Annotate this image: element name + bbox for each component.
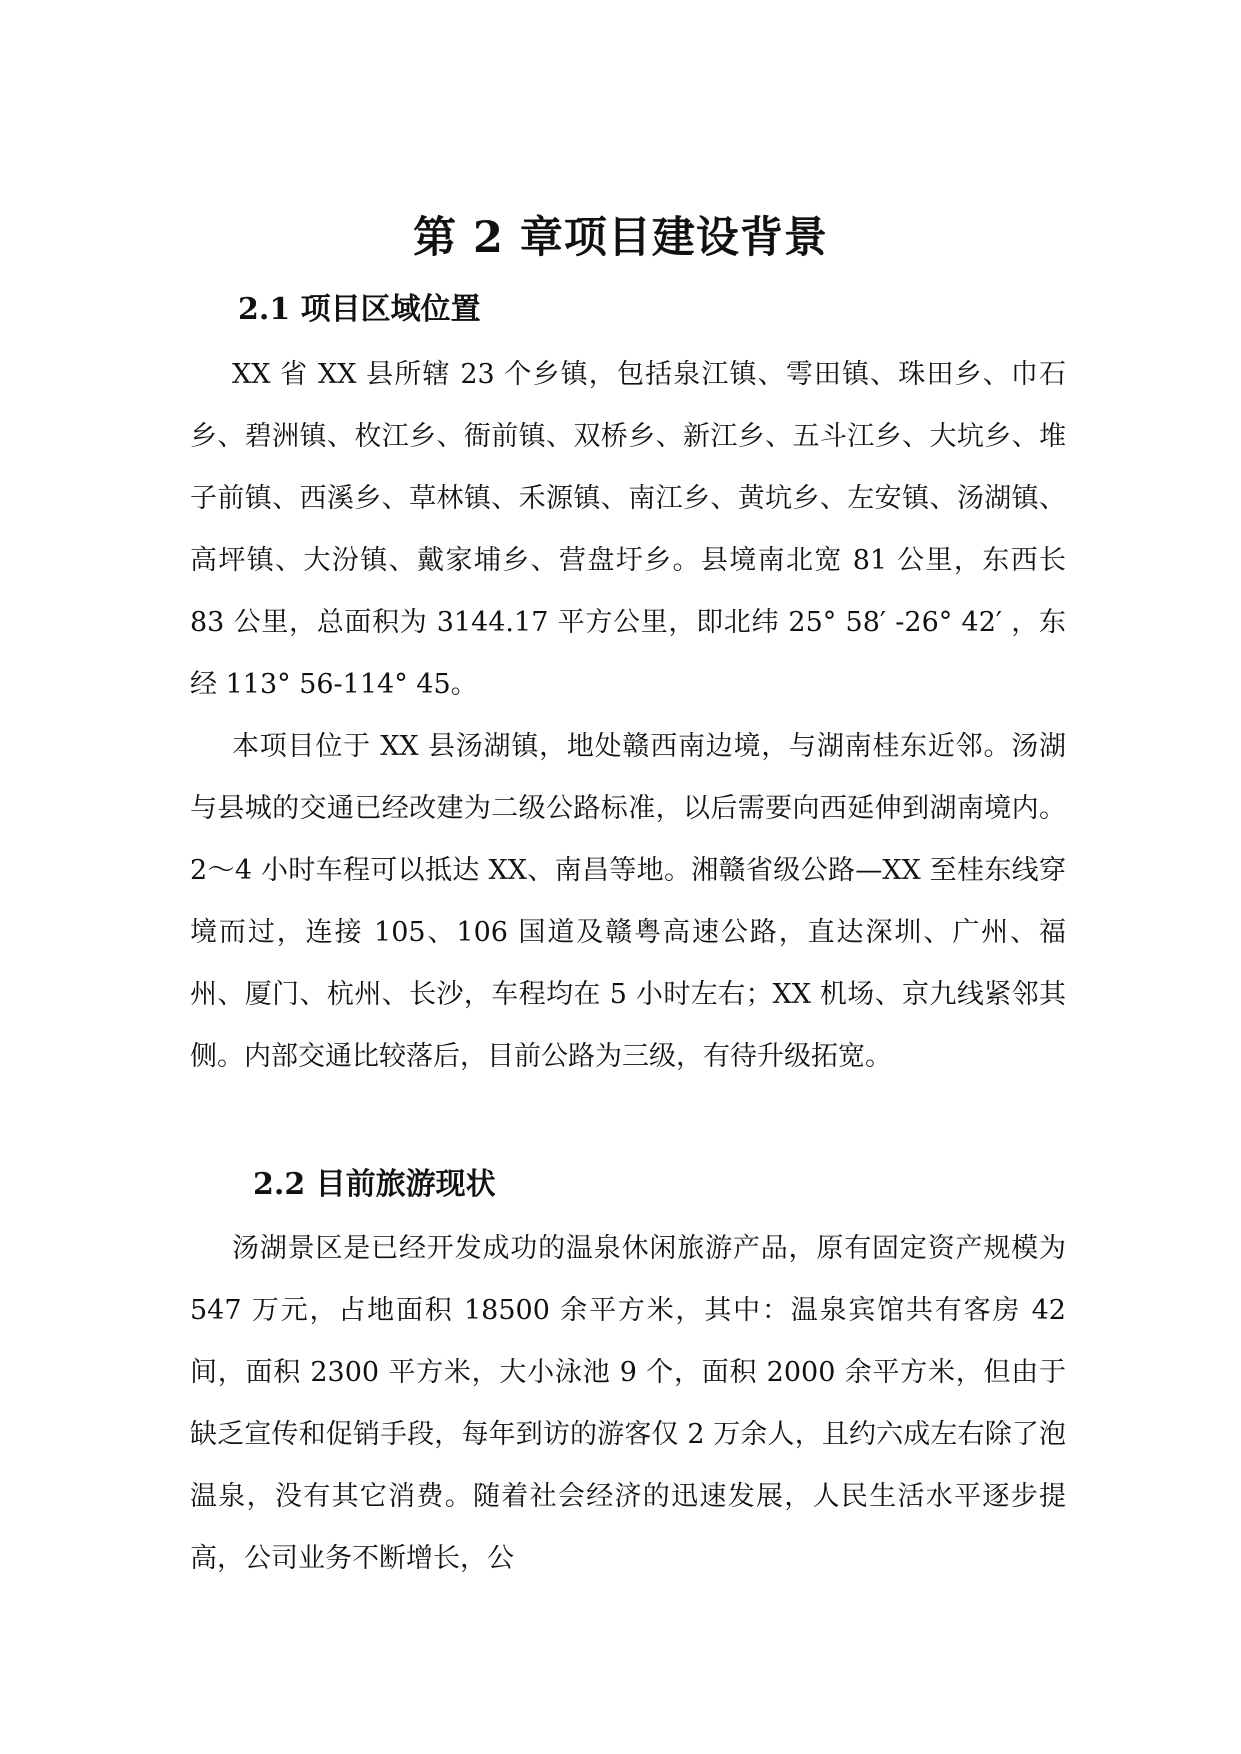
paragraph-tourism-status: 汤湖景区是已经开发成功的温泉休闲旅游产品，原有固定资产规模为 547 万元，占地面积 18500 余平方米，其中：温泉宾馆共有客房 42 间，面积 2300 平方米，大小泳池 9 个，面积 2000 余平方米，但由于缺乏宣传和促销手段，每年到访的游客仅 2 万余人，且约六成左右除了泡温泉，没有其它消费。随着社会经济的迅速发展，人民生活水平逐步提高，公司业务不断增长，公 <box>190 1233 1066 1574</box>
section-heading-2-2: 2.2 目前旅游现状 <box>253 1167 496 1202</box>
paragraph-project-transport: 本项目位于 XX 县汤湖镇，地处赣西南边境，与湖南桂东近邻。汤湖与县城的交通已经改建为二级公路标准，以后需要向西延伸到湖南境内。2～4 小时车程可以抵达 XX、南昌等地。湘赣省级公路—XX 至桂东线穿境而过，连接 105、106 国道及赣粤高速公路，直达深圳、广州、福州、厦门、杭州、长沙，车程均在 5 小时左右；XX 机场、京九线紧邻其侧。内部交通比较落后，目前公路为三级，有待升级拓宽。 <box>190 731 1066 1072</box>
chapter-title: 第 2 章项目建设背景 <box>413 213 828 263</box>
paragraph-region-location: XX 省 XX 县所辖 23 个乡镇，包括泉江镇、雩田镇、珠田乡、巾石乡、碧洲镇、枚江乡、衙前镇、双桥乡、新江乡、五斗江乡、大坑乡、堆子前镇、西溪乡、草林镇、禾源镇、南江乡、黄坑乡、左安镇、汤湖镇、高坪镇、大汾镇、戴家埔乡、营盘圩乡。县境南北宽 81 公里，东西长 83 公里，总面积为 3144.17 平方公里，即北纬 25° 58′ -26° 42′ ，东经 113° 56-114° 45。 <box>190 359 1066 700</box>
section-heading-2-1: 2.1 项目区域位置 <box>238 292 481 327</box>
